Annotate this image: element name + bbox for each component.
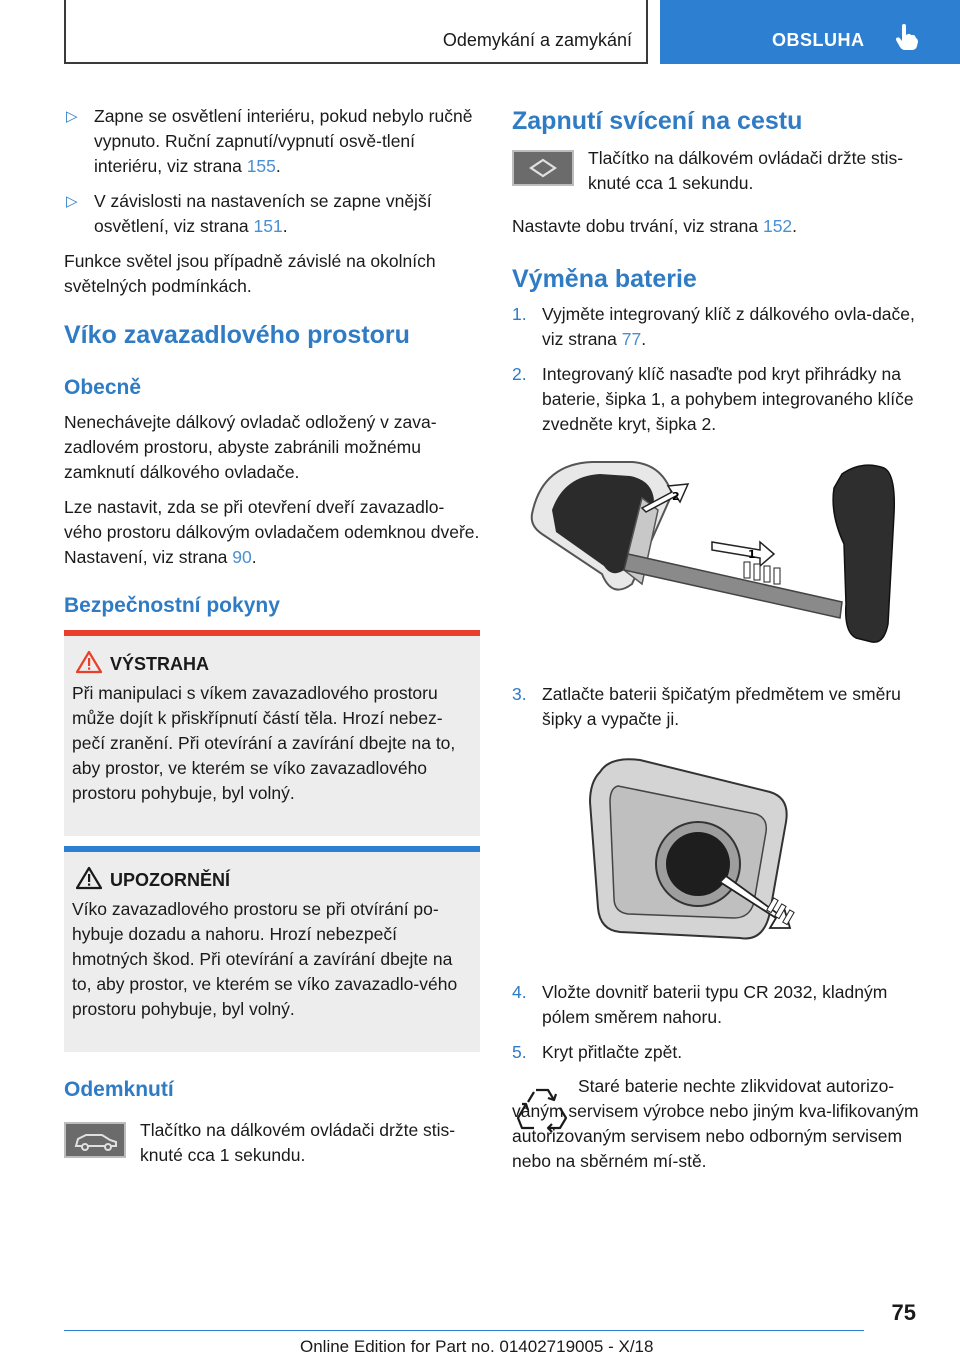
heading-safety: Bezpečnostní pokyny (64, 594, 280, 617)
list-item: 5. Kryt přitlačte zpět. (512, 1042, 683, 1062)
path-lighting-text: Tlačítko na dálkovém ovládači držte stis‐knuté cca 1 sekundu. (588, 148, 904, 193)
general-section (64, 410, 480, 570)
car-unlock-button-icon (64, 1122, 126, 1158)
page-link-151[interactable]: 151 (253, 216, 283, 236)
heading-general: Obecně (64, 376, 142, 399)
list-item: 4. Vložte dovnitř baterii typu CR 2032, kladným pólem směrem nahoru. (512, 982, 888, 1027)
key-insert-illustration (512, 454, 912, 654)
steps-1-2 (512, 302, 928, 447)
triangle-bullet-icon: ▷ (66, 108, 78, 125)
paragraph-general-1: Nenechávejte dálkový ovladač odložený v zava‐zadlovém prostoru, abyste zabránili možnému zamknutí dálkového ovladače. (64, 412, 437, 482)
arrow-label-1: 1 (748, 548, 756, 561)
page-number: 75 (891, 1300, 916, 1325)
list-item: 1. Vyjměte integrovaný klíč z dálkového ovla‐dače, viz strana 77. (512, 304, 915, 349)
header-tab-obsluha[interactable] (660, 0, 960, 64)
caution-text: Víko zavazadlového prostoru se při otvírání po‐hybuje dozadu a nahoru. Hrozí nebezpečí hmotných škod. Při otevírání a zavírání dbejte na to, aby prostor, ve kterém se víko zavazadlo‐vého prostoru pohybuje, byl volný. (72, 899, 458, 1019)
page-link-152[interactable]: 152 (762, 216, 793, 236)
warning-box (64, 630, 480, 836)
list-item: 2. Integrovaný klíč nasaďte pod kryt přihrádky na baterie, šipka 1, a pohybem integrovaného klíče zvedněte kryt, šipka 2. (512, 364, 914, 434)
heading-path-lighting: Zapnutí svícení na cestu (512, 107, 803, 135)
warning-triangle-icon (76, 650, 102, 674)
caution-title: UPOZORNĚNÍ (72, 868, 470, 893)
heading-battery: Výměna baterie (512, 265, 697, 293)
caution-box (64, 846, 480, 1052)
triangle-bullet-icon: ▷ (66, 193, 78, 210)
paragraph-light-functions: Funkce světel jsou případně závislé na okolních světelných podmínkách. (64, 251, 436, 296)
warning-text: Při manipulaci s víkem zavazadlového prostoru může dojít k přiskřípnutí částí těla. Hrozí nebez‐pečí zranění. Při otevírání a zavírání dbejte na to, aby prostor, ve kterém se víko zavazadlového prostoru pohybuje, byl volný. (72, 683, 456, 803)
footer-edition: Online Edition for Part no. 01402719005 - X/18 (300, 1337, 654, 1356)
steps-4-5 (512, 980, 928, 1075)
list-item: ▷ Zapne se osvětlení interiéru, pokud nebylo ručně vypnuto. Ruční zapnutí/vypnutí osvě‐tlení interiéru, viz strana 155. (66, 106, 473, 176)
list-item: ▷ V závislosti na nastaveních se zapne vnější osvětlení, viz strana 151. (66, 191, 432, 236)
page-link-90[interactable]: 90 (232, 547, 252, 567)
path-light-button-icon (512, 150, 574, 186)
recycle-text: Staré baterie nechte zlikvidovat autorizo‐vaným servisem výrobce nebo jiným kva‐lifikovaným autorizovaným servisem nebo odborným servisem nebo na sběrném mí‐stě. (512, 1076, 919, 1171)
warning-triangle-icon (76, 866, 102, 890)
left-column (64, 104, 480, 299)
warning-title: VÝSTRAHA (72, 652, 470, 677)
header-tab-label: OBSLUHA (772, 30, 865, 50)
page-link-77[interactable]: 77 (621, 329, 642, 349)
header-section-box (64, 0, 648, 64)
pointing-hand-icon (896, 24, 918, 57)
page-link-155[interactable]: 155 (246, 156, 276, 176)
step-3 (512, 682, 928, 742)
heading-unlock: Odemknutí (64, 1078, 174, 1101)
battery-removal-illustration (570, 752, 810, 952)
paragraph-general-2: Lze nastavit, zda se při otevření dveří zavazadlo‐vého prostoru dálkovým ovladačem odemknou dveře. Nastavení, viz strana 90. (64, 497, 480, 567)
arrow-label-2: 2 (672, 490, 680, 503)
footer-divider (64, 1330, 864, 1331)
list-item: 3. Zatlačte baterii špičatým předmětem ve směru šipky a vypačte ji. (512, 684, 901, 729)
unlock-text: Tlačítko na dálkovém ovládači držte stis‐knuté cca 1 sekundu. (140, 1120, 456, 1165)
heading-trunk-lid: Víko zavazadlového prostoru (64, 321, 410, 349)
header-section-title: Odemykání a zamykání (442, 30, 632, 50)
duration-text: Nastavte dobu trvání, viz strana 152. (512, 216, 798, 236)
